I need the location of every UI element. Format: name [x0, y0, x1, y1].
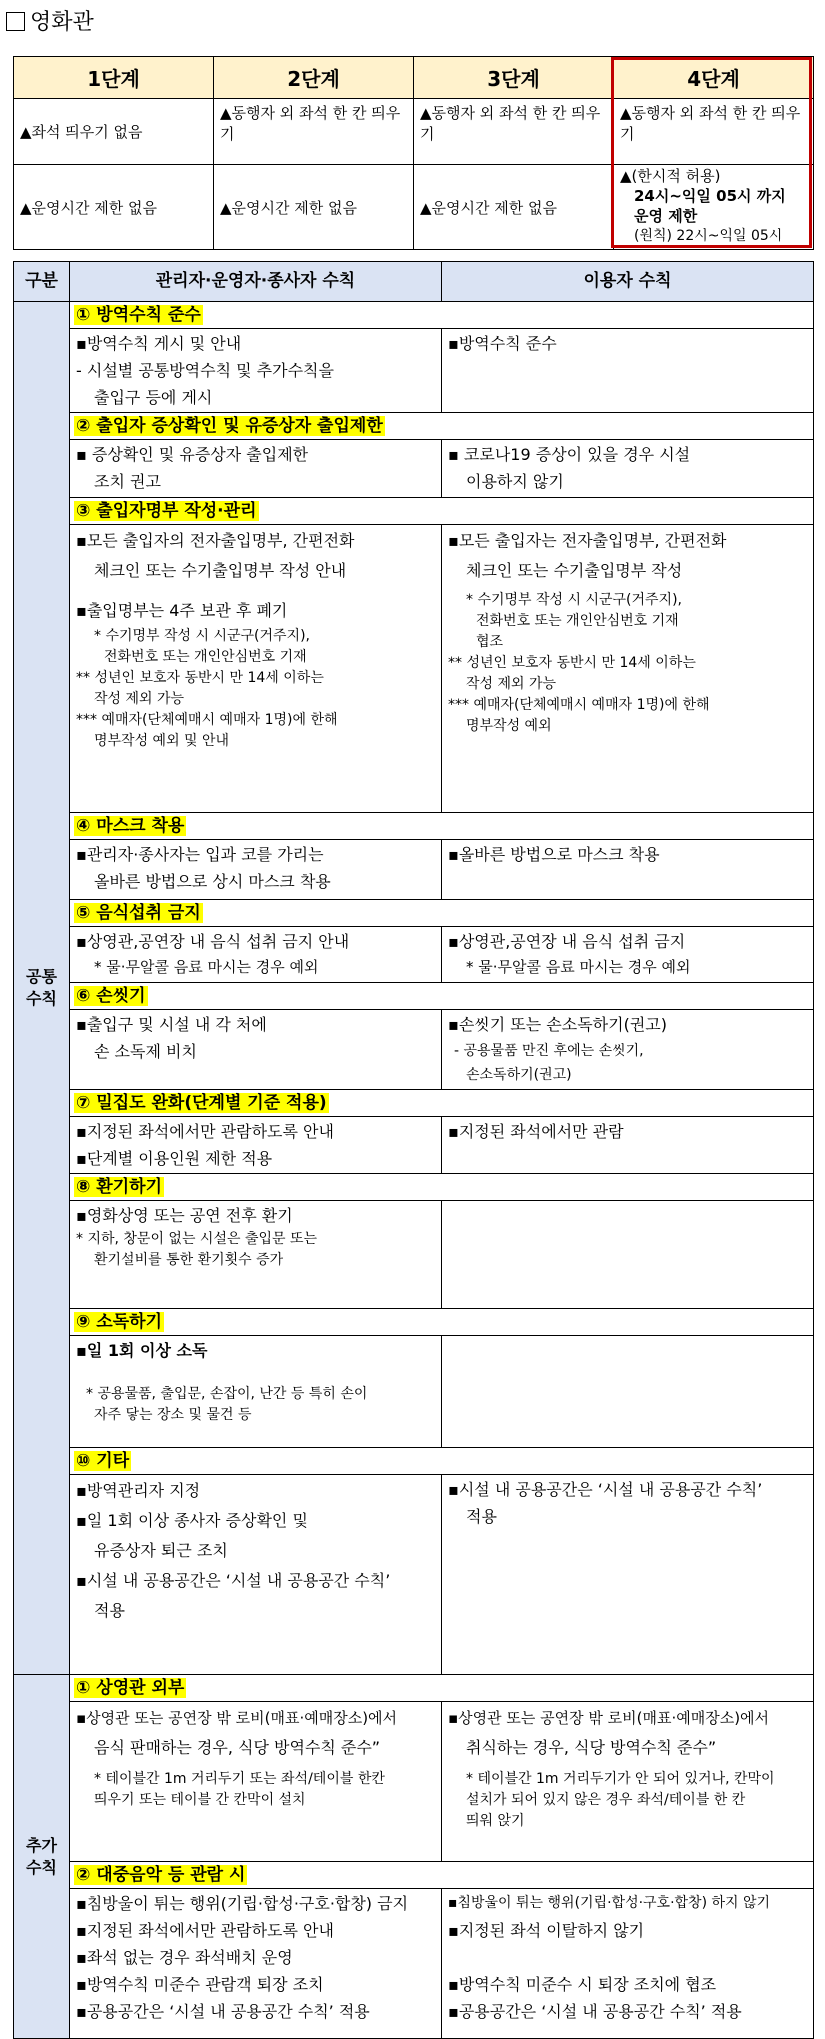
section-7-manager: ▪지정된 좌석에서만 관람하도록 안내 ▪단계별 이용인원 제한 적용 [70, 1117, 442, 1174]
stage4-hours: ▲(한시적 허용) 24시~익일 05시 까지 운영 제한 (원칙) 22시~익일 05시 [614, 165, 814, 250]
section-10-user: ▪시설 내 공용공간은 ‘시설 내 공용공간 수칙’ 적용 [442, 1475, 814, 1675]
section-3-user: ▪모든 출입자는 전자출입명부, 간편전화 체크인 또는 수기출입명부 작성 * 수기명부 작성 시 시군구(거주지), 전화번호 또는 개인안심번호 기재 협조 ** 성년인 보호자 동반시 만 14세 이하는 작성 제외 가능 *** 예매자(단체예매시 예매자 1명)에 한해 명부작성 예외 [442, 525, 814, 813]
stage-header-1: 1단계 [14, 57, 214, 99]
section-2-title: ② 출입자 증상확인 및 유증상자 출입제한 [70, 413, 814, 440]
section-9-title: ⑨ 소독하기 [70, 1309, 814, 1336]
stage2-hours: ▲운영시간 제한 없음 [214, 165, 414, 250]
stage3-hours: ▲운영시간 제한 없음 [414, 165, 614, 250]
section-10-manager: ▪방역관리자 지정 ▪일 1회 이상 종사자 증상확인 및 유증상자 퇴근 조치 ▪시설 내 공용공간은 ‘시설 내 공용공간 수칙’ 적용 [70, 1475, 442, 1675]
additional-1-manager: ▪상영관 또는 공연장 밖 로비(매표·예매장소)에서 음식 판매하는 경우, 식당 방역수칙 준수” * 테이블간 1m 거리두기 또는 좌석/테이블 한칸 띄우기 또는 테이블 간 칸막이 설치 [70, 1702, 442, 1862]
section-8-user [442, 1201, 814, 1309]
stage1-seat: ▲좌석 띄우기 없음 [14, 99, 214, 165]
section-5-manager: ▪상영관,공연장 내 음식 섭취 금지 안내 * 물·무알콜 음료 마시는 경우 예외 [70, 927, 442, 983]
section-7-user: ▪지정된 좌석에서만 관람 [442, 1117, 814, 1174]
section-1-title: ① 방역수칙 준수 [70, 302, 814, 329]
section-8-manager: ▪영화상영 또는 공연 전후 환기 * 지하, 창문이 없는 시설은 출입문 또는 환기설비를 통한 환기횟수 증가 [70, 1201, 442, 1309]
rules-table [13, 261, 814, 2039]
section-9-user [442, 1336, 814, 1448]
checkbox-icon [6, 12, 25, 31]
section-5-user: ▪상영관,공연장 내 음식 섭취 금지 * 물·무알콜 음료 마시는 경우 예외 [442, 927, 814, 983]
section-2-user: ▪ 코로나19 증상이 있을 경우 시설 이용하지 않기 [442, 440, 814, 498]
stage-header-4: 4단계 [614, 57, 814, 99]
additional-2-manager: ▪침방울이 튀는 행위(기립·합성·구호·합창) 금지 ▪지정된 좌석에서만 관람하도록 안내 ▪좌석 없는 경우 좌석배치 운영 ▪방역수칙 미준수 관람객 퇴장 조치 ▪공용공간은 ‘시설 내 공용공간 수칙’ 적용 [70, 1889, 442, 2039]
col-header-user: 이용자 수칙 [442, 262, 814, 302]
section-2-manager: ▪ 증상확인 및 유증상자 출입제한 조치 권고 [70, 440, 442, 498]
section-3-manager: ▪모든 출입자의 전자출입명부, 간편전화 체크인 또는 수기출입명부 작성 안내 ▪출입명부는 4주 보관 후 폐기 * 수기명부 작성 시 시군구(거주지), 전화번호 또는 개인안심번호 기재 ** 성년인 보호자 동반시 만 14세 이하는 작성 제외 가능 *** 예매자(단체예매시 예매자 1명)에 한해 명부작성 예외 및 안내 [70, 525, 442, 813]
page-title: 영화관 [6, 8, 94, 38]
section-1-manager: ▪방역수칙 게시 및 안내 - 시설별 공통방역수칙 및 추가수칙을 출입구 등에 게시 [70, 329, 442, 413]
section-6-user: ▪손씻기 또는 손소독하기(권고) - 공용물품 만진 후에는 손씻기, 손소독하기(권고) [442, 1010, 814, 1090]
additional-2-user: ▪침방울이 튀는 행위(기립·합성·구호·합창) 하지 않기 ▪지정된 좌석 이탈하지 않기 ▪방역수칙 미준수 시 퇴장 조치에 협조 ▪공용공간은 ‘시설 내 공용공간 수칙’ 적용 [442, 1889, 814, 2039]
section-8-title: ⑧ 환기하기 [70, 1174, 814, 1201]
group-additional: 추가 수칙 [14, 1675, 70, 2039]
group-common: 공통 수칙 [14, 302, 70, 1675]
section-6-manager: ▪출입구 및 시설 내 각 처에 손 소독제 비치 [70, 1010, 442, 1090]
section-7-title: ⑦ 밀집도 완화(단계별 기준 적용) [70, 1090, 814, 1117]
section-4-title: ④ 마스크 착용 [70, 813, 814, 840]
col-header-category: 구분 [14, 262, 70, 302]
section-4-manager: ▪관리자·종사자는 입과 코를 가리는 올바른 방법으로 상시 마스크 착용 [70, 840, 442, 900]
additional-1-title: ① 상영관 외부 [70, 1675, 814, 1702]
section-3-title: ③ 출입자명부 작성·관리 [70, 498, 814, 525]
section-5-title: ⑤ 음식섭취 금지 [70, 900, 814, 927]
stage-table [13, 56, 814, 250]
stage2-seat: ▲동행자 외 좌석 한 칸 띄우기 [214, 99, 414, 165]
stage-header-3: 3단계 [414, 57, 614, 99]
section-9-manager: ▪일 1회 이상 소독 * 공용물품, 출입문, 손잡이, 난간 등 특히 손이 자주 닿는 장소 및 물건 등 [70, 1336, 442, 1448]
additional-2-title: ② 대중음악 등 관람 시 [70, 1862, 814, 1889]
col-header-manager: 관리자·운영자·종사자 수칙 [70, 262, 442, 302]
stage4-seat: ▲동행자 외 좌석 한 칸 띄우기 [614, 99, 814, 165]
stage3-seat: ▲동행자 외 좌석 한 칸 띄우기 [414, 99, 614, 165]
section-1-user: ▪방역수칙 준수 [442, 329, 814, 413]
stage1-hours: ▲운영시간 제한 없음 [14, 165, 214, 250]
section-6-title: ⑥ 손씻기 [70, 983, 814, 1010]
stage-header-2: 2단계 [214, 57, 414, 99]
section-10-title: ⑩ 기타 [70, 1448, 814, 1475]
section-4-user: ▪올바른 방법으로 마스크 착용 [442, 840, 814, 900]
additional-1-user: ▪상영관 또는 공연장 밖 로비(매표·예매장소)에서 취식하는 경우, 식당 방역수칙 준수” * 테이블간 1m 거리두기가 안 되어 있거나, 칸막이 설치가 되어 있지 않은 경우 좌석/테이블 한 칸 띄워 앉기 [442, 1702, 814, 1862]
